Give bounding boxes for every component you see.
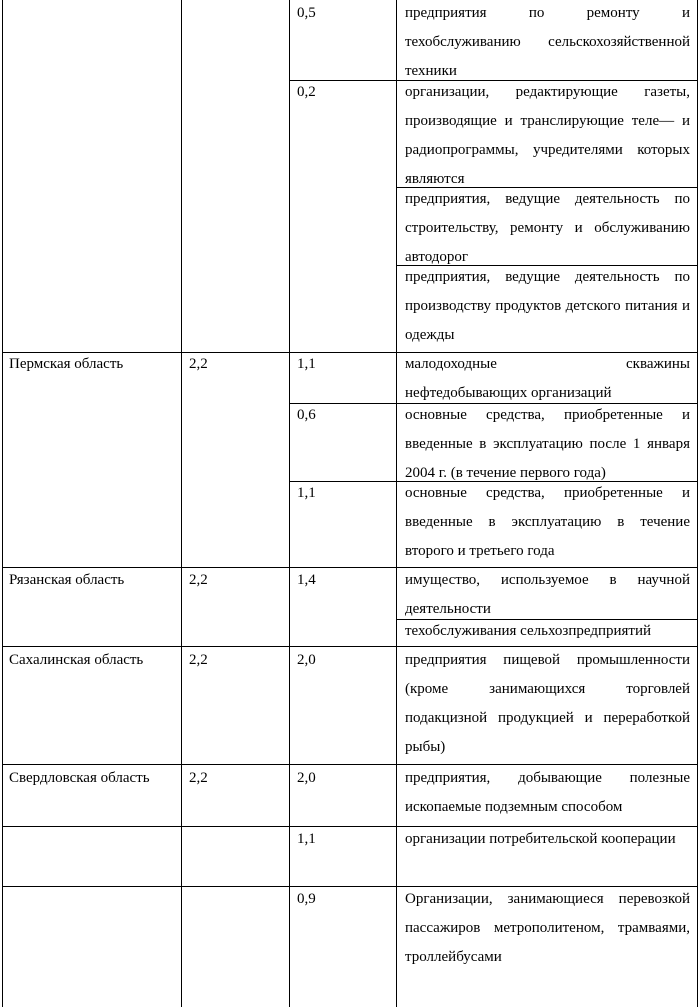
region-cell: Сахалинская область xyxy=(9,652,144,668)
reduced-rate-cell: 0,5 xyxy=(297,5,316,21)
region-cell: Пермская область xyxy=(9,356,124,372)
column-border xyxy=(697,0,698,1007)
description-cell: предприятия, ведущие деятельность по строительству, ремонту и обслуживанию автодорог xyxy=(405,191,690,265)
reduced-rate-cell: 2,0 xyxy=(297,770,316,786)
region-cell: Рязанская область xyxy=(9,572,125,588)
description-cell: организации потребительской кооперации xyxy=(405,831,676,847)
reduced-rate-cell: 0,6 xyxy=(297,407,316,423)
reduced-rate-cell: 1,1 xyxy=(297,831,316,847)
reduced-rate-cell: 1,4 xyxy=(297,572,316,588)
base-rate-cell: 2,2 xyxy=(189,652,208,668)
description-cell: имущество, используемое в научной деятельности xyxy=(405,572,690,617)
column-border xyxy=(181,0,182,1007)
reduced-rate-cell: 2,0 xyxy=(297,652,316,668)
reduced-rate-cell: 1,1 xyxy=(297,485,316,501)
description-cell: предприятия, добывающие полезные ископаемые подземным способом xyxy=(405,770,690,815)
column-border xyxy=(396,0,397,1007)
description-cell: предприятия, ведущие деятельность по производству продуктов детского питания и одежды xyxy=(405,269,690,343)
description-cell: организации, редактирующие газеты, производящие и транслирующие теле— и радиопрограммы, учредителями которых являются xyxy=(405,84,690,187)
base-rate-cell: 2,2 xyxy=(189,356,208,372)
base-rate-cell: 2,2 xyxy=(189,572,208,588)
column-border xyxy=(289,0,290,1007)
description-cell: основные средства, приобретенные и введенные в эксплуатацию после 1 января 2004 г. (в течение первого года) xyxy=(405,407,690,481)
reduced-rate-cell: 1,1 xyxy=(297,356,316,372)
region-cell: Свердловская область xyxy=(9,770,150,786)
description-cell: основные средства, приобретенные и введенные в эксплуатацию в течение второго и третьего года xyxy=(405,485,690,559)
description-cell: малодоходные скважины нефтедобывающих организаций xyxy=(405,356,690,401)
description-cell: предприятия пищевой промышленности (кроме занимающихся торговлей подакцизной продукцией и переработкой рыбы) xyxy=(405,652,690,755)
description-cell: предприятия по ремонту и техобслуживанию сельскохозяйственной техники xyxy=(405,5,690,79)
base-rate-cell: 2,2 xyxy=(189,770,208,786)
description-cell: техобслуживания сельхозпредприятий xyxy=(405,623,652,639)
column-border xyxy=(2,0,3,1007)
reduced-rate-cell: 0,9 xyxy=(297,891,316,907)
reduced-rate-cell: 0,2 xyxy=(297,84,316,100)
description-cell: Организации, занимающиеся перевозкой пассажиров метрополитеном, трамваями, троллейбусами xyxy=(405,891,690,965)
